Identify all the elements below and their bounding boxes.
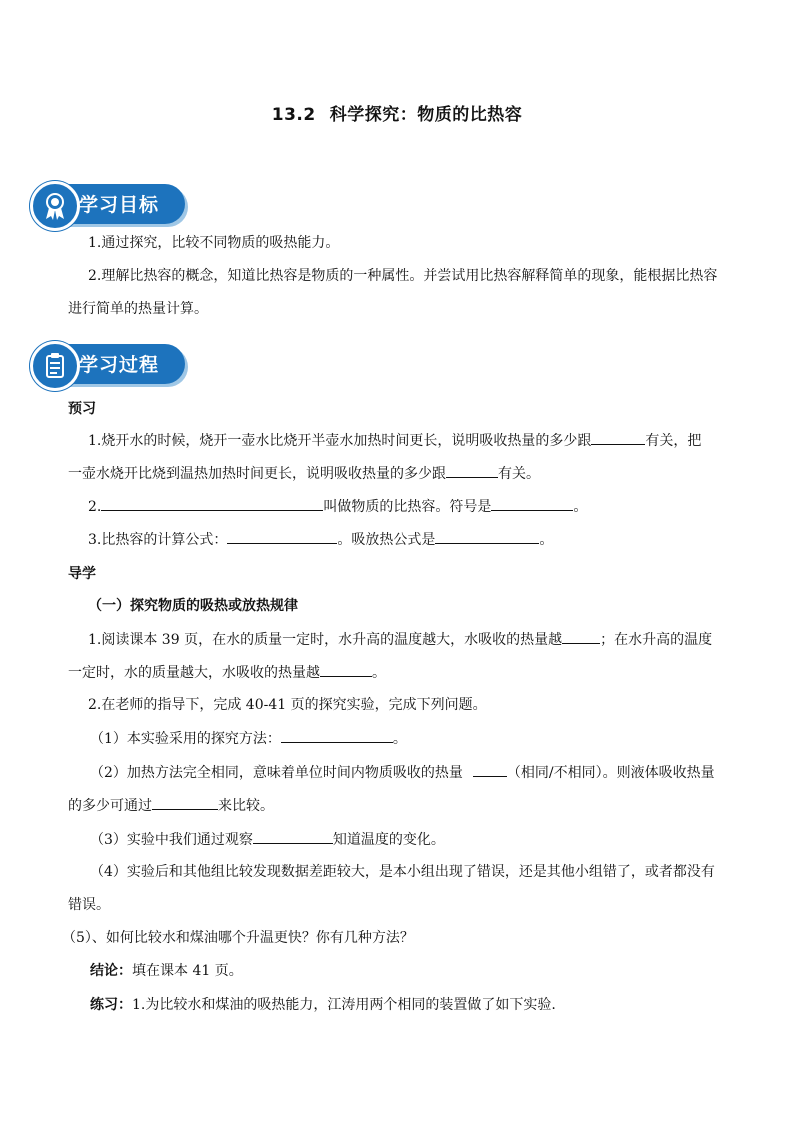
answer-blank[interactable] <box>446 463 498 478</box>
answer-blank[interactable] <box>227 529 337 544</box>
text: 1.烧开水的时候，烧开一壶水比烧开半壶水加热时间更长，说明吸收热量的多少跟 <box>88 433 592 449</box>
title-number: 13.2 <box>271 105 316 125</box>
text: 一定时，水的质量越大，水吸收的热量越 <box>68 665 320 681</box>
title-text: 科学探究：物质的比热容 <box>329 105 523 125</box>
goal-item-2-cont: 进行简单的热量计算。 <box>68 301 208 317</box>
practice-label: 练习： <box>90 997 132 1013</box>
guide-q4-line1: （4）实验后和其他组比较发现数据差距较大，是本小组出现了错误，还是其他小组错了，或者都没有 <box>90 864 715 880</box>
answer-blank[interactable] <box>591 430 645 445</box>
text: （1）本实验采用的探究方法： <box>90 731 281 747</box>
text: 一壶水烧开比烧到温热加热时间更长，说明吸收热量的多少跟 <box>68 466 446 482</box>
answer-blank[interactable] <box>253 829 333 844</box>
clipboard-icon <box>38 349 72 383</box>
badge <box>30 341 80 391</box>
section-label: 学习过程 <box>79 354 160 376</box>
guide-q2-line2 <box>68 795 274 816</box>
answer-blank[interactable] <box>281 728 393 743</box>
guide-heading: 导学 <box>68 566 96 582</box>
section-label: 学习目标 <box>79 194 160 216</box>
text: 有关。 <box>498 466 540 482</box>
text: 1.阅读课本 39 页，在水的质量一定时，水升高的温度越大，水吸收的热量越 <box>88 632 563 648</box>
guide-q4-line2: 错误。 <box>68 897 110 913</box>
text: 1.为比较水和煤油的吸热能力，江涛用两个相同的装置做了如下实验. <box>132 997 556 1013</box>
page-title <box>0 100 794 125</box>
guide-p2: 2.在老师的指导下，完成 40-41 页的探究实验，完成下列问题。 <box>88 697 487 713</box>
text: ；在水升高的温度 <box>600 632 713 648</box>
text: 有关，把 <box>645 433 702 449</box>
guide-q2-line1 <box>90 762 715 783</box>
conclusion-label: 结论： <box>90 963 132 979</box>
answer-blank[interactable] <box>152 795 218 810</box>
text: 。 <box>539 532 554 548</box>
text: 填在课本 41 页。 <box>132 963 243 979</box>
guide-q3 <box>90 829 445 850</box>
preview-heading: 预习 <box>68 401 96 417</box>
text: （相同/不相同）。则液体吸收热量 <box>506 765 715 781</box>
text: 。 <box>372 665 386 681</box>
text: （3）实验中我们通过观察 <box>90 832 253 848</box>
answer-blank[interactable] <box>473 762 507 777</box>
text: 3.比热容的计算公式： <box>88 532 228 548</box>
conclusion <box>90 961 243 981</box>
text: （2）加热方法完全相同，意味着单位时间内物质吸收的热量 <box>90 765 463 781</box>
preview-q3 <box>88 529 553 550</box>
preview-q1-line1 <box>88 430 701 451</box>
answer-blank[interactable] <box>320 662 372 677</box>
award-icon <box>38 189 72 223</box>
text: 。 <box>573 499 588 515</box>
answer-blank[interactable] <box>562 629 600 644</box>
section-banner-goals <box>33 184 185 224</box>
section-banner-process <box>33 344 185 384</box>
guide-p1-line1 <box>88 629 712 650</box>
preview-q2 <box>88 496 587 517</box>
text: 。 <box>392 731 407 747</box>
preview-q1-line2 <box>68 463 540 484</box>
answer-blank[interactable] <box>491 496 573 511</box>
text: 的多少可通过 <box>68 798 152 814</box>
answer-blank[interactable] <box>101 496 323 511</box>
goal-item-2: 2.理解比热容的概念，知道比热容是物质的一种属性。并尝试用比热容解释简单的现象，能根据比热容 <box>88 268 718 284</box>
guide-q5: （5）、如何比较水和煤油哪个升温更快？你有几种方法？ <box>62 930 414 946</box>
badge <box>30 181 80 231</box>
text: 知道温度的变化。 <box>332 832 445 848</box>
guide-q1 <box>90 728 407 749</box>
practice <box>90 995 556 1015</box>
goal-item-1: 1.通过探究，比较不同物质的吸热能力。 <box>88 235 340 251</box>
text: 2. <box>88 499 102 515</box>
text: 来比较。 <box>218 798 274 814</box>
answer-blank[interactable] <box>435 529 539 544</box>
text: 叫做物质的比热容。符号是 <box>323 499 492 515</box>
text: 。吸放热公式是 <box>337 532 436 548</box>
guide-p1-line2 <box>68 662 386 683</box>
guide-sub-heading: （一）探究物质的吸热或放热规律 <box>88 598 298 614</box>
